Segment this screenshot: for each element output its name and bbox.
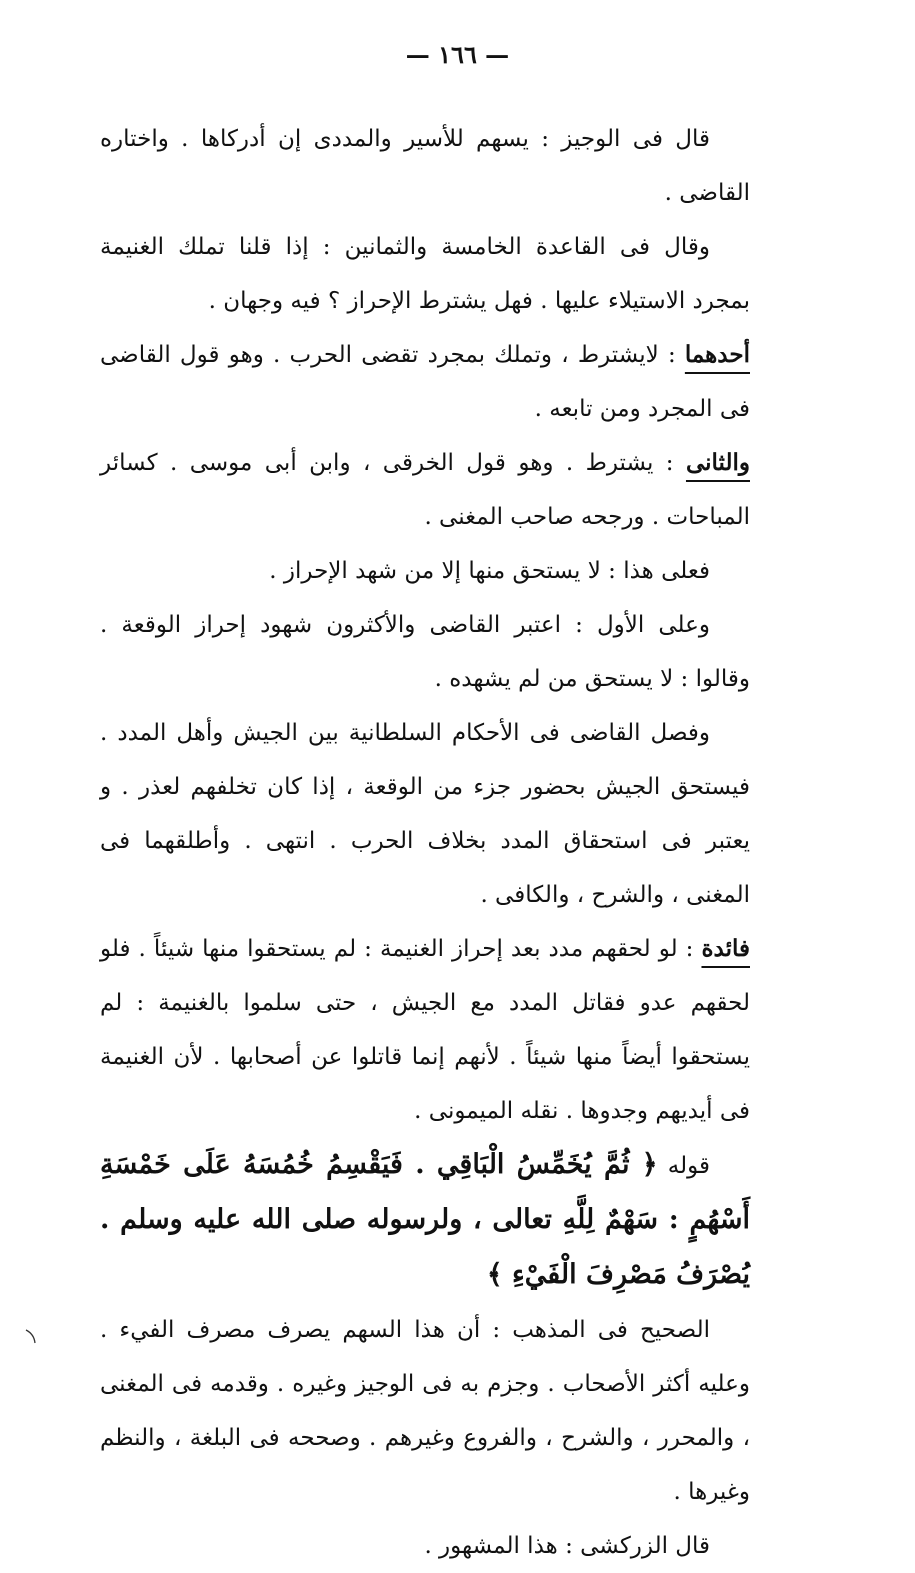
paragraph-7: وفصل القاضى فى الأحكام السلطانية بين الجيش وأهل المدد . فيستحق الجيش بحضور جزء من الوقعة ، إذا كان تخلفهم لعذر . و يعتبر فى استحقاق المدد بخلاف الحرب . انتهى . وأطلقهما فى المغنى ، والشرح ، والكافى . — [100, 720, 750, 908]
lead-word-ahaduhuma: أحدهما — [684, 341, 750, 368]
paragraph-5: فعلى هذا : لا يستحق منها إلا من شهد الإحراز . — [269, 558, 710, 584]
lead-word-faida: فائدة — [701, 935, 750, 962]
paragraph-3-text: : لايشترط ، وتملك بمجرد تقضى الحرب . وهو قول القاضى فى المجرد ومن تابعه . — [100, 342, 750, 422]
paragraph-6: وعلى الأول : اعتبر القاضى والأكثرون شهود إحراز الوقعة . وقالوا : لا يستحق من لم يشهده . — [100, 612, 750, 692]
quote-prefix: قوله — [657, 1153, 710, 1179]
quran-quote: ﴿ ثُمَّ يُخَمِّسُ الْبَاقِي . فَيَقْسِمُ خُمُسَهُ عَلَى خَمْسَةِ أَسْهُمٍ : سَهْمٌ لِلَّهِ تعالى ، ولرسوله صلى الله عليه وسلم . يُصْرَفُ مَصْرِفَ الْفَيْءِ ﴾ — [100, 1149, 750, 1290]
quran-quote-paragraph — [100, 1138, 750, 1303]
body-text — [100, 112, 750, 1573]
paragraph-10: الصحيح فى المذهب : أن هذا السهم يصرف مصرف الفيء . وعليه أكثر الأصحاب . وجزم به فى الوجيز وغيره . وقدمه فى المغنى ، والمحرر ، والشرح ، والفروع وغيرهم . وصححه فى البلغة ، والنظم وغيرها . — [100, 1317, 750, 1505]
paragraph-11: قال الزركشى : هذا المشهور . — [424, 1533, 710, 1559]
paragraph-3 — [100, 328, 750, 436]
paragraph-4-text: : يشترط . وهو قول الخرقى ، وابن أبى موسى . كسائر المباحات . ورجحه صاحب المغنى . — [100, 450, 750, 530]
margin-mark-icon — [24, 1328, 38, 1344]
paragraph-2: وقال فى القاعدة الخامسة والثمانين : إذا قلنا تملك الغنيمة بمجرد الاستيلاء عليها . فهل يشترط الإحراز ؟ فيه وجهان . — [100, 234, 750, 314]
page-number: — ١٦٦ — — [405, 40, 510, 69]
paragraph-1: قال فى الوجيز : يسهم للأسير والمددى إن أدركاها . واختاره القاضى . — [100, 126, 750, 206]
paragraph-8-text: : لو لحقهم مدد بعد إحراز الغنيمة : لم يستحقوا منها شيئاً . فلو لحقهم عدو فقاتل المدد مع الجيش ، حتى سلموا بالغنيمة : لم يستحقوا أيضاً منها شيئاً . لأنهم إنما قاتلوا عن أصحابها . لأن الغنيمة فى أيديهم وجدوها . نقله الميمونى . — [100, 936, 750, 1124]
lead-word-wathani: والثانى — [685, 449, 750, 476]
paragraph-4 — [100, 436, 750, 544]
paragraph-8 — [100, 922, 750, 1138]
